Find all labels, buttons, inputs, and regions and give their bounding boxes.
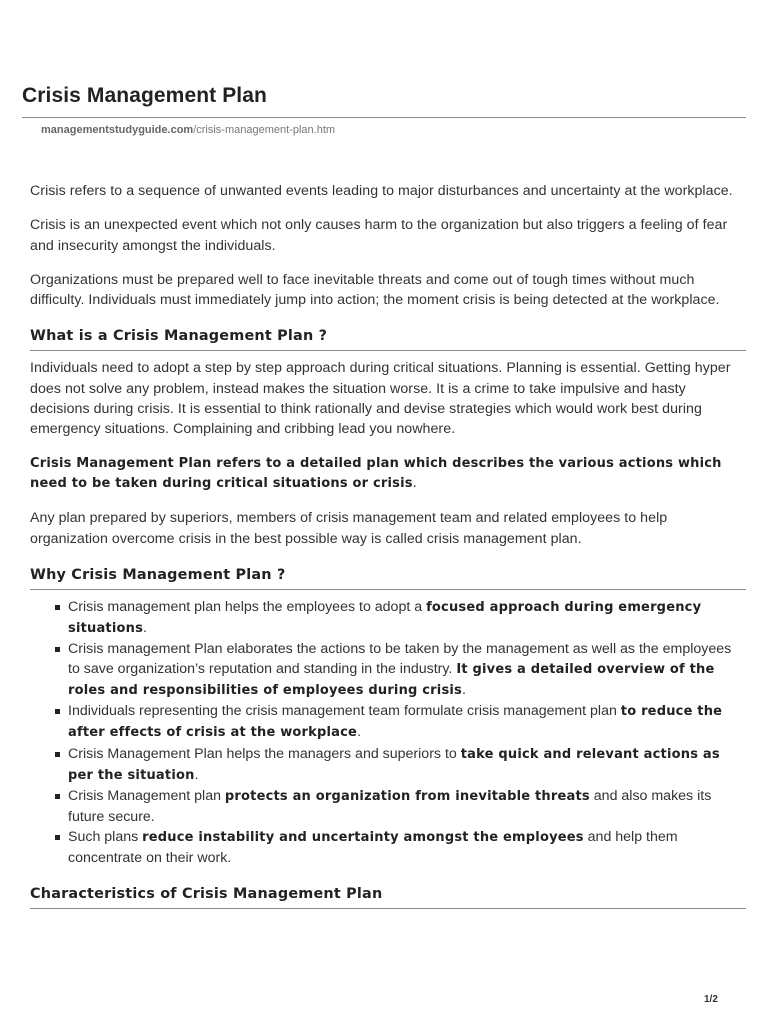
- bullet-square-icon: [55, 794, 60, 799]
- page-title: Crisis Management Plan: [22, 84, 267, 107]
- list-item: Crisis Management Plan helps the managers and superiors to take quick and relevant actions as per the situation.: [30, 744, 746, 786]
- source-url-path: /crisis-management-plan.htm: [193, 124, 336, 136]
- definition-paragraph: Crisis Management Plan refers to a detailed plan which describes the various actions which need to be taken during critical situations or crisis.: [30, 455, 722, 491]
- section-characteristics: [30, 882, 746, 909]
- list-item: Crisis management Plan elaborates the actions to be taken by the management as well as the employees to save organization’s reputation and standing in the industry. It gives a detailed overview of the roles and responsibilities of employees during crisis.: [30, 639, 746, 701]
- why-bullet-list: [30, 597, 746, 868]
- bullet-square-icon: [55, 605, 60, 610]
- intro-paragraph-1: Crisis refers to a sequence of unwanted events leading to major disturbances and uncertainty at the workplace.: [30, 183, 733, 199]
- title-divider: [22, 117, 746, 118]
- list-item: Such plans reduce instability and uncertainty amongst the employees and help them concentrate on their work.: [30, 827, 746, 868]
- bullet-square-icon: [55, 835, 60, 840]
- list-item: Individuals representing the crisis management team formulate crisis management plan to reduce the after effects of crisis at the workplace.: [30, 701, 746, 743]
- bullet-square-icon: [55, 647, 60, 652]
- bullet-square-icon: [55, 752, 60, 757]
- what-paragraph-1: Individuals need to adopt a step by step approach during critical situations. Planning is essential. Getting hyper does not solve any problem, instead makes the situation worse. It is a crime to take impulsive and hasty decisions during crisis. It is essential to think rationally and devise strategies which would work best during emergency situations. Complaining and cribbing lead you nowhere.: [30, 360, 731, 438]
- definition-text: Crisis Management Plan refers to a detailed plan which describes the various actions which need to be taken during critical situations or crisis: [30, 455, 722, 491]
- list-item: Crisis management plan helps the employees to adopt a focused approach during emergency situations.: [30, 597, 746, 639]
- source-url-domain: managementstudyguide.com: [41, 124, 194, 136]
- intro-paragraph-2: Crisis is an unexpected event which not only causes harm to the organization but also triggers a feeling of fear and insecurity amongst the individuals.: [30, 217, 728, 254]
- what-paragraph-3: Any plan prepared by superiors, members of crisis management team and related employees to help organization overcome crisis in the best possible way is called crisis management plan.: [30, 510, 668, 547]
- list-item: Crisis Management plan protects an organization from inevitable threats and also makes its future secure.: [30, 786, 746, 827]
- bullet-square-icon: [55, 709, 60, 714]
- section-heading-characteristics: Characteristics of Crisis Management Plan: [30, 882, 746, 909]
- source-url-link[interactable]: [41, 124, 335, 136]
- intro-paragraph-3: Organizations must be prepared well to face inevitable threats and come out of tough times without much difficulty. Individuals must immediately jump into action; the moment crisis is being detected at the workplace.: [30, 271, 720, 309]
- section-heading-what-is: What is a Crisis Management Plan ?: [30, 324, 746, 351]
- section-heading-why: Why Crisis Management Plan ?: [30, 563, 746, 590]
- section-what-is: [30, 324, 746, 548]
- page-number: 1/2: [704, 994, 718, 1005]
- section-why: [30, 563, 746, 868]
- article-body: [30, 181, 746, 917]
